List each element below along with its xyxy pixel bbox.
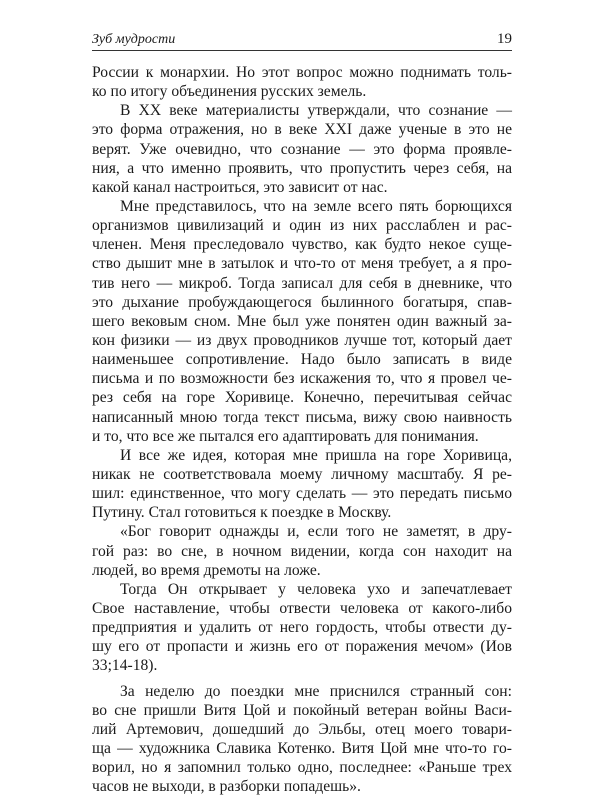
text-line: «Бог говорит однажды и, если того не заметят, в дру- (92, 522, 512, 541)
text-line: Мне представилось, что на земле всего пять борющихся (92, 197, 512, 216)
paragraph (92, 522, 512, 579)
text-line: лий Артемович, дошедший до Эльбы, отец моего товари- (92, 720, 512, 739)
text-line: рез себя на горе Хоривице. Конечно, перечитывая сейчас (92, 388, 512, 407)
text-line: никак не соответствовала моему личному масштабу. Я ре- (92, 465, 512, 484)
text-line: тив него — микроб. Тогда записал для себя в дневнике, что (92, 274, 512, 293)
text-line: За неделю до поездки мне приснился странный сон: (92, 682, 512, 701)
text-line: и то, что все же пытался его адаптировать для понимания. (92, 427, 512, 446)
text-line: ния, а что именно проявить, что пропустить через себя, на (92, 159, 512, 178)
running-header-title: Зуб мудрости (92, 32, 175, 48)
text-line: ство дышит мне в затылок и что-то от меня требует, а я про- (92, 254, 512, 273)
body-text (92, 63, 512, 796)
text-line: наименьшее сопротивление. Надо было записать в виде (92, 350, 512, 369)
text-line: членен. Меня преследовало чувство, как будто некое суще- (92, 235, 512, 254)
running-header (92, 28, 512, 50)
text-line: организмов цивилизаций и один из них расслаблен и рас- (92, 216, 512, 235)
text-line: гой раз: во сне, в ночном видении, когда сон находит на (92, 542, 512, 561)
text-line: какой канал настроиться, это зависит от нас. (92, 178, 512, 197)
text-line: шу его от пропасти и жизнь его от поражения мечом» (Иов (92, 637, 512, 656)
text-line: 33;14-18). (92, 656, 512, 675)
text-line: ко по итогу объединения русских земель. (92, 82, 512, 101)
page-number: 19 (497, 31, 512, 47)
text-line: написанный мною тогда текст письма, вижу свою наивность (92, 408, 512, 427)
paragraph (92, 580, 512, 676)
text-line: во сне пришли Витя Цой и покойный ветеран войны Васи- (92, 701, 512, 720)
paragraph (92, 446, 512, 523)
paragraph (92, 682, 512, 796)
text-line: письма и по возможности без искажения то, что я провел че- (92, 369, 512, 388)
text-line: И все же идея, которая мне пришла на горе Хоривица, (92, 446, 512, 465)
text-line: верят. Уже очевидно, что сознание — это форма проявле- (92, 140, 512, 159)
text-line: Тогда Он открывает у человека ухо и запечатлевает (92, 580, 512, 599)
text-line: Путину. Стал готовиться к поездке в Москву. (92, 503, 512, 522)
paragraph (92, 63, 512, 101)
text-line: В XX веке материалисты утверждали, что сознание — (92, 101, 512, 120)
text-line: это дыхание пробуждающегося былинного богатыря, спав- (92, 293, 512, 312)
text-line: ща — художника Славика Котенко. Витя Цой мне что-то го- (92, 739, 512, 758)
text-line: Свое наставление, чтобы отвести человека от какого-либо (92, 599, 512, 618)
text-line: России к монархии. Но этот вопрос можно поднимать толь- (92, 63, 512, 82)
paragraph (92, 197, 512, 446)
header-rule (92, 50, 512, 51)
text-line: ворил, но я запомнил только одно, последнее: «Раньше трех (92, 758, 512, 777)
text-line: предприятия и удалить от него гордость, чтобы отвести ду- (92, 618, 512, 637)
text-line: шего вековым сном. Мне был уже понятен один важный за- (92, 312, 512, 331)
text-line: часов не выходи, в разборки попадешь». (92, 777, 512, 796)
paragraph (92, 101, 512, 197)
text-line: шил: единственное, что могу сделать — это передать письмо (92, 484, 512, 503)
text-line: людей, во время дремоты на ложе. (92, 561, 512, 580)
text-line: это форма отражения, но в веке XXI даже ученые в это не (92, 120, 512, 139)
text-line: кон физики — из двух проводников лучше тот, который дает (92, 331, 512, 350)
